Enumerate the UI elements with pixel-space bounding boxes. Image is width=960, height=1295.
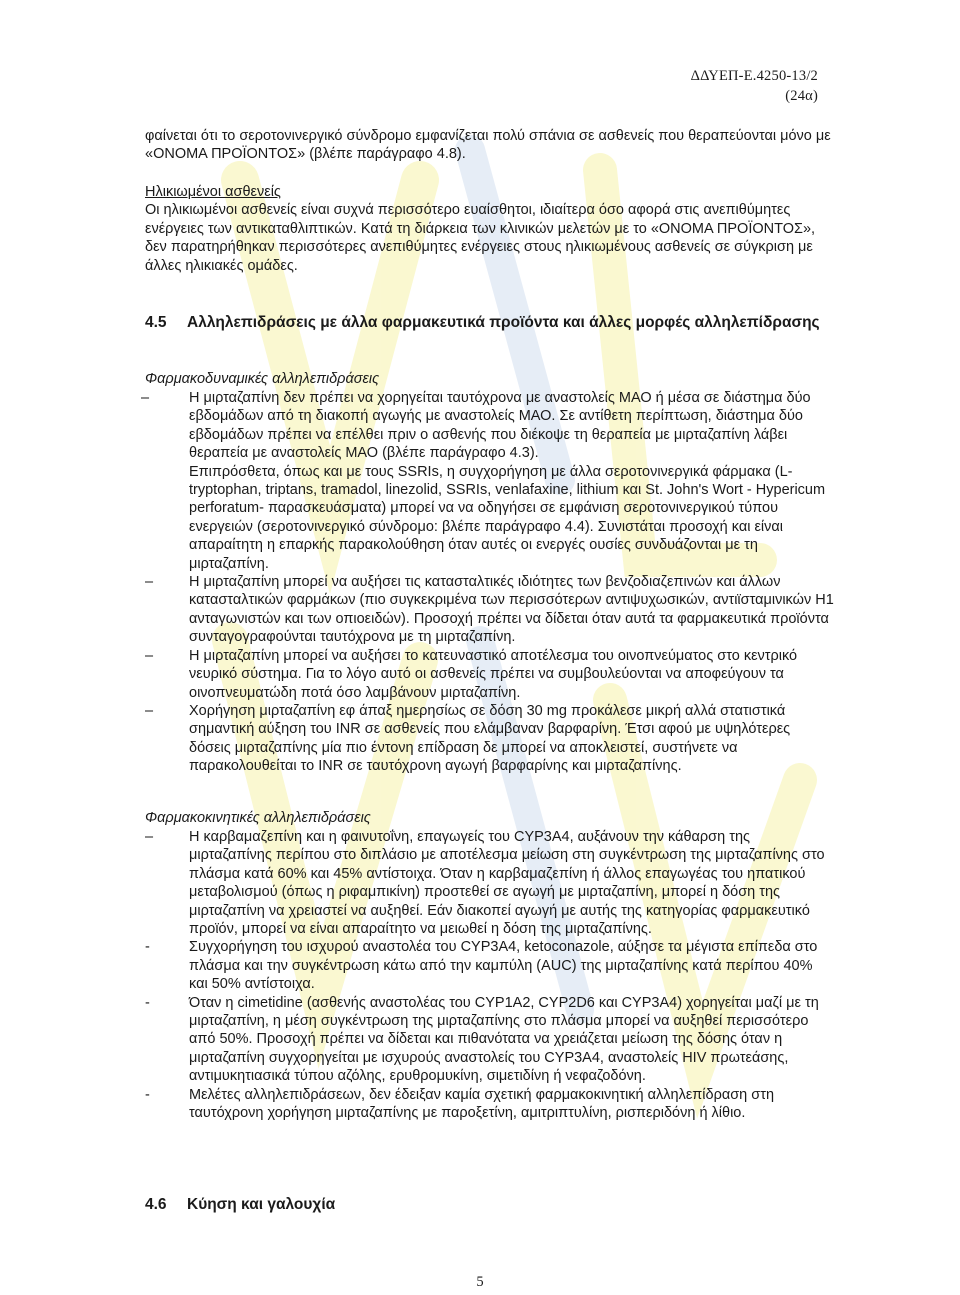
section-4-6-heading (145, 1195, 835, 1215)
page-number: 5 (476, 1274, 484, 1290)
list-item-text: Η μιρταζαπίνη μπορεί να αυξήσει τις κατασταλτικές ιδιότητες των βενζοδιαζεπινών και άλλων κατασταλτικών φαρμάκων (πιο συγκεκριμένα των περισσότερων αντιψυχωσικών, αντιϊσταμινικών Η1 ανταγωνιστών και των οπιοειδών). Προσοχή πρέπει να δίδεται όταν αυτά τα φαρμακευτικά προϊόντα συνταγογραφούνται ταυτόχρονα με τη μιρταζαπίνη. (189, 574, 834, 646)
list-item-text: Η καρβαμαζεπίνη και η φαινυτοΐνη, επαγωγείς του CYP3A4, αυξάνουν την κάθαρση της μιρταζαπίνης περίπου στο διπλάσιο με αποτέλεσμα μείωση στη συγκέντρωση της μιρταζαπίνης στο πλάσμα κατά 60% και 45% αντίστοιχα. Όταν η καρβαμαζεπίνη ή άλλος επαγωγέας του ηπατικού μεταβολισμού (όπως η ριφαμπικίνη) προστεθεί σε αγωγή με μιρταζαπίνη, μπορεί η δόση της μιρταζαπίνη να χρειαστεί να αυξηθεί. Εάν διακοπεί αγωγή με αυτής της κατηγορίας φαρμακευτικό προϊόν, μπορεί να είναι απαραίτητο να μειωθεί η δόση της μιρταζαπίνης. (189, 829, 825, 938)
list-item (145, 647, 835, 702)
list-item-text: Η μιρταζαπίνη μπορεί να αυξήσει το κατευναστικό αποτέλεσμα του οινοπνεύματος στο κεντρικό νευρικό σύστημα. Για το λόγο αυτό οι ασθενείς πρέπει να συμβουλεύονται να αποφεύγουν τα οινοπνευματώδη ποτά όσο λαμβάνουν μιρταζαπίνη. (189, 647, 798, 701)
pharmacokinetic-title: Φαρμακοκινητικές αλληλεπιδράσεις (145, 810, 371, 826)
list-item (145, 573, 835, 647)
section-4-5-title: Αλληλεπιδράσεις με άλλα φαρμακευτικά προϊόντα και άλλες μορφές αλληλεπίδρασης (187, 314, 820, 331)
list-item (145, 702, 835, 776)
list-item (141, 389, 835, 573)
pharmacodynamic-title: Φαρμακοδυναμικές αλληλεπιδράσεις (145, 371, 380, 387)
list-item-text: Συγχορήγηση του ισχυρού αναστολέα του CYP3A4, ketoconazole, αύξησε τα μέγιστα επίπεδα στο πλάσμα και την συγκέντρωση κάτω από την καμπύλη (AUC) της μιρταζαπίνης κατά περίπου 40% και 50% αντίστοιχα. (189, 939, 818, 993)
elderly-text: Οι ηλικιωμένοι ασθενείς είναι συχνά περισσότερο ευαίσθητοι, ιδιαίτερα όσο αφορά στις ανεπιθύμητες ενέργειες των αντικαταθλιπτικών. Κατά τη διάρκεια των κλινικών μελετών με το «ΟΝΟΜΑ ΠΡΟΪΟΝΤΟΣ», δεν παρατηρήθηκαν περισσότερες ανεπιθύμητες ενέργειες στους ηλικιωμένους ασθενείς σε σύγκριση με άλλες ηλικιακές ομάδες. (145, 202, 816, 274)
list-item (145, 938, 835, 993)
list-dash: - (145, 994, 150, 1011)
list-item-extra: Επιπρόσθετα, όπως και με τους SSRIs, η συγχορήγηση με άλλα σεροτονινεργικά φάρμακα (L-tryptophan, triptans, tramadol, linezolid, SSRIs, venlafaxine, lithium και St. John's Wort - Hypericum perforatum- παρασκευάσματα) μπορεί να να οδηγήσει σε εμφάνιση σεροτονινεργικού τύπου ενεργειών (σεροτονινεργικό σύνδρομο: βλέπε παράγραφο 4.4). Συνιστάται προσοχή και είναι απαραίτητη η επαρκής παρακολούθηση όταν αυτές οι ενεργές ουσίες συνδυάζονται με τη μιρταζαπίνη. (189, 463, 826, 572)
list-item-text: Χορήγηση μιρταζαπίνη εφ άπαξ ημερησίως σε δόση 30 mg προκάλεσε μικρή αλλά στατιστικά σημαντική αύξηση του INR σε ασθενείς που ελάμβαναν βαρφαρίνη. Έτσι αφού με υψηλότερες δόσεις μιρταζαπίνης μία πιο έντονη επίδραση δε μπορεί να αποκλειστεί, συστήνετε να παρακολουθείται το INR σε ταυτόχρονη αγωγή βαρφαρίνης και μιρταζαπίνης. (189, 702, 791, 775)
pharmacokinetic-list (145, 828, 835, 1123)
document-reference (691, 66, 818, 106)
list-dash: – (145, 574, 154, 591)
list-dash: - (145, 939, 150, 956)
pharmacodynamic-list (141, 389, 835, 776)
list-item (145, 1086, 835, 1123)
list-dash: – (145, 829, 154, 845)
reference-code: ΔΔΥΕΠ-Ε.4250-13/2 (690, 68, 818, 84)
list-dash: – (145, 702, 154, 719)
list-dash: - (145, 1086, 150, 1103)
list-item (145, 828, 835, 938)
intro-paragraph: φαίνεται ότι το σεροτονινεργικό σύνδρομο εμφανίζεται πολύ σπάνια σε ασθενείς που θεραπεύονται μόνο με «ΟΝΟΜΑ ΠΡΟΪΟΝΤΟΣ» (βλέπε παράγραφο 4.8). (145, 128, 831, 163)
section-4-5-heading (145, 313, 835, 333)
section-4-6-title: Κύηση και γαλουχία (187, 1196, 336, 1213)
elderly-title: Ηλικιωμένοι ασθενείς (145, 184, 281, 200)
section-4-5-number: 4.5 (145, 314, 167, 331)
elderly-section (145, 183, 835, 275)
reference-sub: (24α) (785, 88, 818, 104)
list-dash: – (145, 647, 154, 664)
list-item (145, 994, 835, 1086)
list-item-text: Η μιρταζαπίνη δεν πρέπει να χορηγείται ταυτόχρονα με αναστολείς ΜΑΟ ή μέσα σε διάστημα δύο εβδομάδων από τη διακοπή αγωγής με αναστολείς ΜΑΟ. Σε αντίθετη περίπτωση, διάστημα δύο εβδομάδων πρέπει να επέλθει πριν ο ασθενής που διέκοψε τη θεραπεία με μιρταζαπίνη λάβει θεραπεία με αναστολείς ΜΑΟ (βλέπε παράγραφο 4.3). (189, 390, 811, 462)
list-dash: – (141, 390, 150, 406)
list-item-text: Μελέτες αλληλεπιδράσεων, δεν έδειξαν καμία σχετική φαρμακοκινητική αλληλεπίδραση στη ταυτόχρονη χορήγηση μιρταζαπίνης με παροξετίνη, αμιτριπτυλίνη, ρισπεριδόνη ή λίθιο. (189, 1086, 775, 1122)
list-item-text: Όταν η cimetidine (ασθενής αναστολέας του CYP1A2, CYP2D6 και CYP3A4) χορηγείται μαζί με τη μιρταζαπίνη, η μέση συγκέντρωση της μιρταζαπίνης στο πλάσμα μπορεί να αυξηθεί περισσότερο από 50%. Προσοχή πρέπει να δίδεται και πιθανότατα να χρειάζεται μείωση της δόσης όταν η μιρταζαπίνη συγχορηγείται με ισχυρούς αναστολείς του CYP3A4, αναστολείς HIV πρωτεάσης, αντιμυκητιασικά τύπου αζόλης, ερυθρομυκίνη, σιμετιδίνη ή νεφαζοδόνη. (189, 994, 819, 1085)
section-4-6-number: 4.6 (145, 1196, 167, 1213)
